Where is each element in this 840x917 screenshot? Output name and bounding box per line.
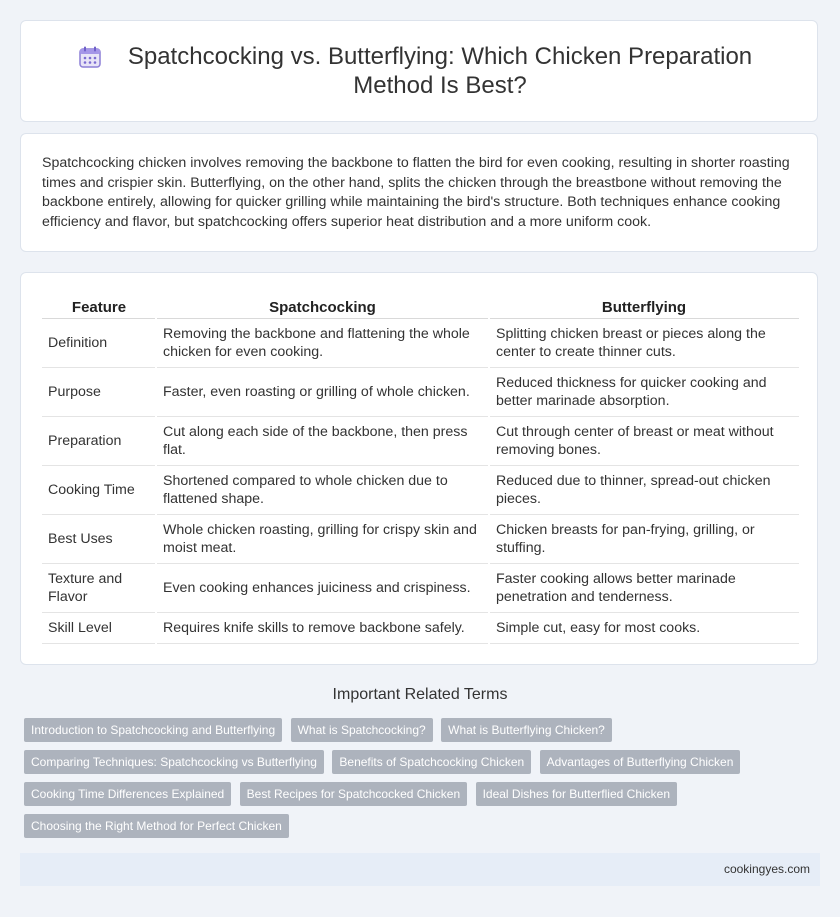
header-spatchcocking: Spatchcocking — [156, 295, 489, 319]
header-butterflying: Butterflying — [489, 295, 799, 319]
spatchcocking-cell: Shortened compared to whole chicken due to flattened shape. — [156, 466, 489, 515]
butterflying-cell: Simple cut, easy for most cooks. — [489, 613, 799, 644]
related-term-tag[interactable]: Ideal Dishes for Butterflied Chicken — [476, 782, 677, 806]
related-term-tag[interactable]: What is Spatchcocking? — [291, 718, 433, 742]
comparison-table — [42, 295, 799, 644]
butterflying-cell: Faster cooking allows better marinade penetration and tenderness. — [489, 564, 799, 613]
spatchcocking-cell: Whole chicken roasting, grilling for crispy skin and moist meat. — [156, 515, 489, 564]
table-row — [42, 368, 799, 417]
table-header-row — [42, 295, 799, 319]
table-row — [42, 613, 799, 644]
related-terms-list — [24, 718, 824, 846]
related-term-tag[interactable]: Advantages of Butterflying Chicken — [540, 750, 741, 774]
butterflying-cell: Reduced due to thinner, spread-out chicken pieces. — [489, 466, 799, 515]
related-term-tag[interactable]: Introduction to Spatchcocking and Butterflying — [24, 718, 282, 742]
spatchcocking-cell: Removing the backbone and flattening the whole chicken for even cooking. — [156, 319, 489, 368]
butterflying-cell: Cut through center of breast or meat without removing bones. — [489, 417, 799, 466]
feature-cell: Purpose — [42, 368, 156, 417]
related-term-tag[interactable]: Best Recipes for Spatchcocked Chicken — [240, 782, 467, 806]
spatchcocking-cell: Even cooking enhances juiciness and crispiness. — [156, 564, 489, 613]
feature-cell: Skill Level — [42, 613, 156, 644]
comparison-table-card — [20, 272, 818, 665]
header-feature: Feature — [42, 295, 156, 319]
feature-cell: Definition — [42, 319, 156, 368]
butterflying-cell: Chicken breasts for pan-frying, grilling, or stuffing. — [489, 515, 799, 564]
related-term-tag[interactable]: Comparing Techniques: Spatchcocking vs Butterflying — [24, 750, 324, 774]
feature-cell: Preparation — [42, 417, 156, 466]
related-term-tag[interactable]: Choosing the Right Method for Perfect Chicken — [24, 814, 289, 838]
table-row — [42, 466, 799, 515]
related-term-tag[interactable]: What is Butterflying Chicken? — [441, 718, 612, 742]
page-title: Spatchcocking vs. Butterflying: Which Chicken Preparation Method Is Best? — [127, 43, 753, 99]
feature-cell: Best Uses — [42, 515, 156, 564]
table-row — [42, 319, 799, 368]
footer-site-link[interactable]: cookingyes.com — [723, 862, 810, 876]
related-term-tag[interactable]: Cooking Time Differences Explained — [24, 782, 231, 806]
intro-card — [20, 133, 818, 252]
butterflying-cell: Splitting chicken breast or pieces along the center to create thinner cuts. — [489, 319, 799, 368]
spatchcocking-cell: Faster, even roasting or grilling of whole chicken. — [156, 368, 489, 417]
butterflying-cell: Reduced thickness for quicker cooking and better marinade absorption. — [489, 368, 799, 417]
related-terms-title: Important Related Terms — [332, 686, 508, 703]
calendar-icon — [79, 46, 101, 68]
feature-cell: Texture and Flavor — [42, 564, 156, 613]
table-row — [42, 564, 799, 613]
related-term-tag[interactable]: Benefits of Spatchcocking Chicken — [332, 750, 531, 774]
spatchcocking-cell: Cut along each side of the backbone, then press flat. — [156, 417, 489, 466]
title-card — [20, 20, 818, 122]
spatchcocking-cell: Requires knife skills to remove backbone safely. — [156, 613, 489, 644]
table-row — [42, 515, 799, 564]
table-row — [42, 417, 799, 466]
footer — [20, 853, 820, 886]
feature-cell: Cooking Time — [42, 466, 156, 515]
intro-paragraph: Spatchcocking chicken involves removing the backbone to flatten the bird for even cooking, resulting in shorter roasting times and crispier skin. Butterflying, on the other hand, splits the chicken through the breastbone without removing the backbone entirely, allowing for quicker grilling while maintaining the bird's structure. Both techniques enhance cooking efficiency and flavor, but spatchcocking offers superior heat distribution and a more uniform cook. — [42, 155, 790, 230]
